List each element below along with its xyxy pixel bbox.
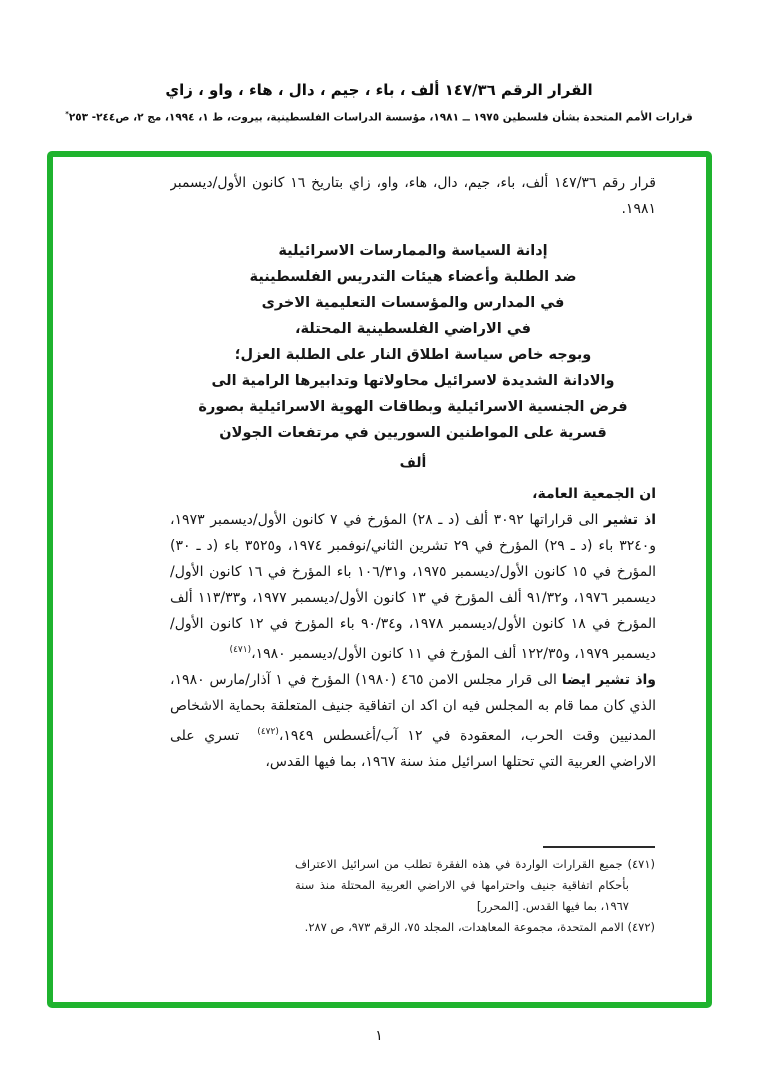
resolution-title-line: في المدارس والمؤسسات التعليمية الاخرى (261, 295, 565, 311)
resolution-title-line: فرض الجنسية الاسرائيلية وبطاقات الهوية الاسرائيلية بصورة (198, 399, 628, 415)
resolution-title-line: وبوجه خاص سياسة اطلاق النار على الطلبة العزل؛ (234, 347, 592, 363)
resolution-title-line: ضد الطلبة وأعضاء هيئات التدريس الفلسطينية (249, 269, 577, 285)
source-citation-mark: * (65, 110, 69, 118)
resolution-title-line: في الاراضي الفلسطينية المحتلة، (294, 321, 531, 337)
paragraph-text: الى قراراتها ٣٠٩٢ ألف (د ـ ٢٨) المؤرخ في ٧ كانون الأول/ديسمبر ١٩٧٣، و٣٢٤٠ باء (د ـ ٢٩) المؤرخ في ٢٩ تشرين الثاني/نوفمبر ١٩٧٤، و٣٥٢٥ باء (د ـ ٣٠) المؤرخ في ١٥ كانون الأول/ديسمبر ١٩٧٥، و١٠٦/٣١ باء المؤرخ في ١٦ كانون الأول/ديسمبر ١٩٧٦، و٩١/٣٢ ألف المؤرخ في ١٣ كانون الأول/ديسمبر ١٩٧٧، و١١٣/٣٣ ألف المؤرخ في ١٨ كانون الأول/ديسمبر ١٩٧٨، و٩٠/٣٤ باء المؤرخ في ١٢ كانون الأول/ديسمبر ١٩٧٩، و١٢٢/٣٥ ألف المؤرخ في ١١ كانون الأول/ديسمبر ١٩٨٠، (170, 512, 656, 662)
source-citation (0, 107, 758, 126)
resolution-title (170, 238, 656, 446)
footnote-text: جميع القرارات الواردة في هذه الفقرة تطلب من اسرائيل الاعتراف بأحكام اتفاقية جنيف واحترامها في الاراضي العربية المحتلة منذ سنة ١٩٦٧، بما فيها القدس. [المحرر] (295, 857, 629, 913)
paragraph-lead: واذ تشير ايضا (561, 672, 656, 688)
resolution-title-line: إدانة السياسة والممارسات الاسرائيلية (278, 243, 548, 259)
footnote-471 (295, 854, 655, 917)
paragraph-text: تسري على الاراضي العربية التي تحتلها اسرائيل منذ سنة ١٩٦٧، بما فيها القدس، (170, 728, 656, 770)
resolution-body (170, 170, 656, 775)
section-marker-alif: ألف (399, 455, 427, 471)
footnotes-block (295, 854, 655, 938)
resolution-intro: قرار رقم ١٤٧/٣٦ ألف، باء، جيم، دال، هاء، واو، زاي بتاريخ ١٦ كانون الأول/ديسمبر ١٩٨١. (170, 175, 656, 217)
footnote-number: (٤٧٢) (627, 920, 655, 934)
resolution-title-line: والادانة الشديدة لاسرائيل محاولاتها وتدابيرها الرامية الى (211, 373, 615, 389)
paragraph-text: الى قرار مجلس الامن ٤٦٥ (١٩٨٠) المؤرخ في ١ آذار/مارس ١٩٨٠، الذي كان مما قام به المجلس فيه ان اكد ان اتفاقية جنيف المتعلقة بحماية الاشخاص المدنيين وقت الحرب، المعقودة في ١٢ آب/أغسطس ١٩٤٩، (170, 672, 656, 744)
page-number: ١ (375, 1028, 383, 1044)
page-title: القرار الرقم ١٤٧/٣٦ ألف ، باء ، جيم ، دال ، هاء ، واو ، زاي (165, 81, 593, 99)
footnote-472 (295, 917, 655, 938)
footnote-ref-472: (٤٧٢) (257, 727, 279, 737)
paragraph-recalling (170, 507, 656, 667)
footnote-separator (543, 846, 655, 848)
resolution-title-line: قسرية على المواطنين السوريين في مرتفعات الجولان (219, 425, 607, 441)
opening-phrase: ان الجمعية العامة، (532, 486, 656, 502)
paragraph-lead: اذ تشير (604, 512, 656, 528)
source-citation-text: قرارات الأمم المتحدة بشأن فلسطين ١٩٧٥ ــ ١٩٨١، مؤسسة الدراسات الفلسطينية، بيروت، ط ١، ١٩٩٤، مج ٢، ص٢٤٤- ٢٥٣ (68, 111, 693, 124)
footnote-text: الامم المتحدة، مجموعة المعاهدات، المجلد ٧٥، الرقم ٩٧٣، ص ٢٨٧. (304, 920, 628, 934)
footnote-number: (٤٧١) (627, 857, 655, 871)
footnote-ref-471: (٤٧١) (229, 645, 252, 655)
paragraph-recalling-also (170, 667, 656, 775)
